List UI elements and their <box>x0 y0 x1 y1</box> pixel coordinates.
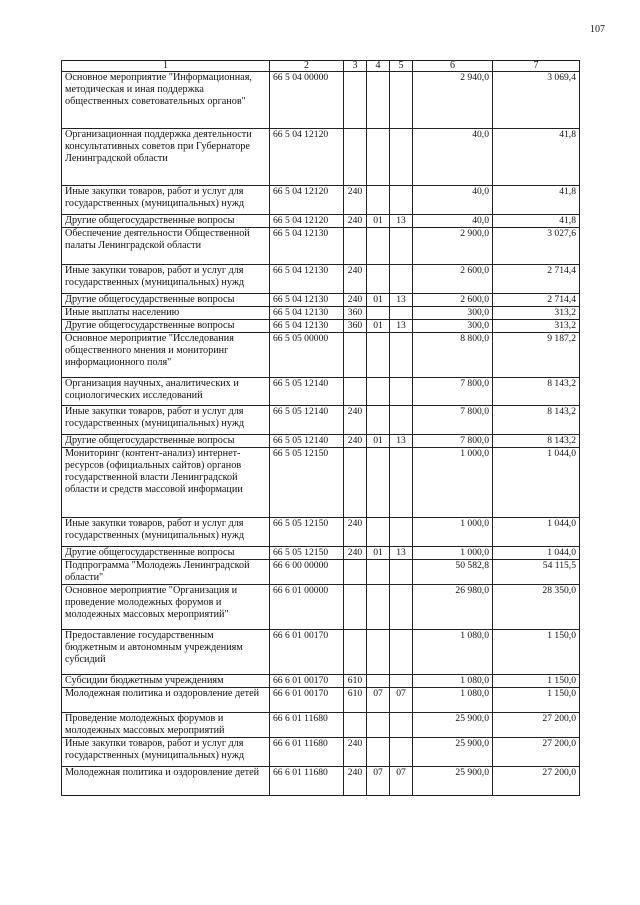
row-amount-year1: 1 080,0 <box>413 688 493 713</box>
row-code: 66 6 01 00170 <box>270 630 344 675</box>
row-expense-type: 240 <box>344 738 367 767</box>
row-name: Организация научных, аналитических и социологических исследований <box>62 378 270 406</box>
row-expense-type <box>344 448 367 518</box>
row-amount-year1: 26 980,0 <box>413 585 493 630</box>
row-amount-year1: 7 800,0 <box>413 378 493 406</box>
row-amount-year2: 1 044,0 <box>493 547 580 560</box>
row-code: 66 6 01 00000 <box>270 585 344 630</box>
row-subsection: 13 <box>390 320 413 333</box>
row-expense-type <box>344 228 367 265</box>
row-amount-year2: 1 044,0 <box>493 518 580 547</box>
row-name: Другие общегосударственные вопросы <box>62 215 270 228</box>
row-subsection <box>390 228 413 265</box>
row-subsection <box>390 406 413 435</box>
row-code: 66 6 01 00170 <box>270 688 344 713</box>
row-amount-year1: 7 800,0 <box>413 406 493 435</box>
row-expense-type <box>344 585 367 630</box>
row-amount-year1: 2 900,0 <box>413 228 493 265</box>
row-amount-year2: 41,8 <box>493 215 580 228</box>
row-section <box>367 129 390 186</box>
row-amount-year1: 1 000,0 <box>413 518 493 547</box>
column-header: 4 <box>367 61 390 72</box>
row-name: Предоставление государственным бюджетным и автономным учреждениям субсидий <box>62 630 270 675</box>
row-name: Другие общегосударственные вопросы <box>62 435 270 448</box>
row-amount-year2: 9 187,2 <box>493 333 580 378</box>
row-code: 66 6 00 00000 <box>270 560 344 585</box>
row-amount-year2: 54 115,5 <box>493 560 580 585</box>
row-amount-year1: 2 600,0 <box>413 294 493 307</box>
row-expense-type: 240 <box>344 435 367 448</box>
row-name: Другие общегосударственные вопросы <box>62 294 270 307</box>
row-amount-year2: 3 069,4 <box>493 72 580 129</box>
row-name: Иные выплаты населению <box>62 307 270 320</box>
row-name: Иные закупки товаров, работ и услуг для государственных (муниципальных) нужд <box>62 738 270 767</box>
row-amount-year1: 25 900,0 <box>413 767 493 796</box>
column-header: 1 <box>62 61 270 72</box>
row-section <box>367 713 390 738</box>
row-section <box>367 307 390 320</box>
column-header: 6 <box>413 61 493 72</box>
row-name: Основное мероприятие "Информационная, методическая и иная поддержка общественных советовательных органов" <box>62 72 270 129</box>
row-amount-year2: 2 714,4 <box>493 265 580 294</box>
table-row <box>62 307 580 320</box>
row-amount-year2: 27 200,0 <box>493 767 580 796</box>
row-expense-type: 240 <box>344 767 367 796</box>
row-expense-type: 240 <box>344 215 367 228</box>
row-subsection <box>390 518 413 547</box>
row-code: 66 5 04 00000 <box>270 72 344 129</box>
row-code: 66 5 05 00000 <box>270 333 344 378</box>
page-number: 107 <box>590 24 605 35</box>
row-name: Мониторинг (контент-анализ) интернет-ресурсов (официальных сайтов) органов государственной власти Ленинградской области и средств массовой информации <box>62 448 270 518</box>
row-amount-year2: 1 150,0 <box>493 688 580 713</box>
row-expense-type: 610 <box>344 688 367 713</box>
table-row <box>62 738 580 767</box>
row-subsection <box>390 675 413 688</box>
row-expense-type: 240 <box>344 406 367 435</box>
row-expense-type: 240 <box>344 518 367 547</box>
row-amount-year1: 300,0 <box>413 320 493 333</box>
row-code: 66 5 05 12140 <box>270 378 344 406</box>
row-subsection <box>390 378 413 406</box>
row-code: 66 5 04 12130 <box>270 320 344 333</box>
table-row <box>62 129 580 186</box>
row-amount-year2: 2 714,4 <box>493 294 580 307</box>
row-amount-year2: 27 200,0 <box>493 713 580 738</box>
row-code: 66 5 04 12130 <box>270 228 344 265</box>
row-subsection: 13 <box>390 215 413 228</box>
row-amount-year1: 50 582,8 <box>413 560 493 585</box>
table-row <box>62 186 580 215</box>
row-amount-year2: 8 143,2 <box>493 406 580 435</box>
row-amount-year1: 1 000,0 <box>413 547 493 560</box>
table-row <box>62 320 580 333</box>
row-name: Иные закупки товаров, работ и услуг для государственных (муниципальных) нужд <box>62 265 270 294</box>
row-amount-year2: 41,8 <box>493 129 580 186</box>
row-subsection <box>390 738 413 767</box>
table-row <box>62 767 580 796</box>
row-expense-type: 240 <box>344 265 367 294</box>
table-row <box>62 294 580 307</box>
row-name: Основное мероприятие "Исследования общественного мнения и мониторинг информационного поля" <box>62 333 270 378</box>
row-section <box>367 406 390 435</box>
row-section: 01 <box>367 215 390 228</box>
row-expense-type <box>344 378 367 406</box>
table-row <box>62 585 580 630</box>
table-row <box>62 406 580 435</box>
row-code: 66 5 04 12130 <box>270 294 344 307</box>
row-section: 01 <box>367 294 390 307</box>
row-name: Иные закупки товаров, работ и услуг для государственных (муниципальных) нужд <box>62 406 270 435</box>
table-row <box>62 448 580 518</box>
table-row <box>62 378 580 406</box>
column-header: 5 <box>390 61 413 72</box>
table-row <box>62 688 580 713</box>
row-name: Другие общегосударственные вопросы <box>62 547 270 560</box>
table-row <box>62 333 580 378</box>
row-amount-year1: 40,0 <box>413 186 493 215</box>
budget-table <box>61 60 580 796</box>
table-row <box>62 675 580 688</box>
row-section: 07 <box>367 688 390 713</box>
row-section <box>367 675 390 688</box>
row-amount-year2: 41,8 <box>493 186 580 215</box>
row-section <box>367 186 390 215</box>
row-subsection <box>390 713 413 738</box>
row-amount-year1: 25 900,0 <box>413 738 493 767</box>
row-code: 66 5 05 12150 <box>270 448 344 518</box>
row-section <box>367 448 390 518</box>
row-expense-type <box>344 630 367 675</box>
row-amount-year2: 313,2 <box>493 307 580 320</box>
row-section <box>367 738 390 767</box>
row-amount-year2: 1 044,0 <box>493 448 580 518</box>
row-code: 66 5 04 12120 <box>270 186 344 215</box>
row-amount-year1: 40,0 <box>413 215 493 228</box>
row-section <box>367 265 390 294</box>
row-subsection <box>390 333 413 378</box>
row-name: Иные закупки товаров, работ и услуг для государственных (муниципальных) нужд <box>62 186 270 215</box>
row-expense-type: 240 <box>344 186 367 215</box>
row-name: Основное мероприятие "Организация и проведение молодежных форумов и молодежных массовых мероприятий" <box>62 585 270 630</box>
row-expense-type: 240 <box>344 547 367 560</box>
row-code: 66 6 01 11680 <box>270 738 344 767</box>
row-amount-year2: 3 027,6 <box>493 228 580 265</box>
table-header-row <box>62 61 580 72</box>
row-name: Подпрограмма "Молодежь Ленинградской области" <box>62 560 270 585</box>
row-subsection <box>390 265 413 294</box>
table-row <box>62 518 580 547</box>
row-amount-year2: 1 150,0 <box>493 675 580 688</box>
row-section <box>367 518 390 547</box>
row-code: 66 5 05 12150 <box>270 518 344 547</box>
row-code: 66 5 05 12140 <box>270 435 344 448</box>
row-name: Иные закупки товаров, работ и услуг для государственных (муниципальных) нужд <box>62 518 270 547</box>
row-amount-year1: 8 800,0 <box>413 333 493 378</box>
row-subsection: 13 <box>390 294 413 307</box>
table-row <box>62 72 580 129</box>
row-name: Другие общегосударственные вопросы <box>62 320 270 333</box>
row-expense-type: 610 <box>344 675 367 688</box>
row-name: Субсидии бюджетным учреждениям <box>62 675 270 688</box>
table-row <box>62 713 580 738</box>
row-name: Обеспечение деятельности Общественной палаты Ленинградской области <box>62 228 270 265</box>
row-expense-type: 240 <box>344 294 367 307</box>
row-expense-type <box>344 713 367 738</box>
row-code: 66 6 01 11680 <box>270 767 344 796</box>
row-section: 01 <box>367 435 390 448</box>
row-section <box>367 228 390 265</box>
row-code: 66 5 04 12120 <box>270 215 344 228</box>
table-row <box>62 630 580 675</box>
table-body <box>62 72 580 796</box>
row-subsection <box>390 129 413 186</box>
column-header: 2 <box>270 61 344 72</box>
row-code: 66 6 01 11680 <box>270 713 344 738</box>
row-amount-year1: 2 600,0 <box>413 265 493 294</box>
row-amount-year2: 313,2 <box>493 320 580 333</box>
row-section <box>367 585 390 630</box>
row-name: Проведение молодежных форумов и молодежных массовых мероприятий <box>62 713 270 738</box>
row-section: 07 <box>367 767 390 796</box>
row-expense-type <box>344 560 367 585</box>
row-expense-type <box>344 129 367 186</box>
row-amount-year1: 25 900,0 <box>413 713 493 738</box>
table-row <box>62 265 580 294</box>
row-subsection <box>390 448 413 518</box>
row-section <box>367 72 390 129</box>
row-code: 66 5 05 12140 <box>270 406 344 435</box>
row-expense-type: 360 <box>344 320 367 333</box>
row-section <box>367 333 390 378</box>
row-section: 01 <box>367 320 390 333</box>
row-amount-year1: 1 080,0 <box>413 630 493 675</box>
row-section <box>367 560 390 585</box>
row-amount-year2: 8 143,2 <box>493 378 580 406</box>
row-amount-year2: 28 350,0 <box>493 585 580 630</box>
row-expense-type <box>344 333 367 378</box>
row-code: 66 6 01 00170 <box>270 675 344 688</box>
row-amount-year2: 27 200,0 <box>493 738 580 767</box>
row-subsection <box>390 585 413 630</box>
row-name: Организационная поддержка деятельности консультативных советов при Губернаторе Ленинградской области <box>62 129 270 186</box>
row-name: Молодежная политика и оздоровление детей <box>62 767 270 796</box>
row-section <box>367 378 390 406</box>
row-code: 66 5 05 12150 <box>270 547 344 560</box>
row-subsection <box>390 186 413 215</box>
column-header: 3 <box>344 61 367 72</box>
row-amount-year1: 40,0 <box>413 129 493 186</box>
row-expense-type: 360 <box>344 307 367 320</box>
row-expense-type <box>344 72 367 129</box>
table-row <box>62 560 580 585</box>
row-amount-year1: 1 000,0 <box>413 448 493 518</box>
table-row <box>62 435 580 448</box>
row-amount-year2: 1 150,0 <box>493 630 580 675</box>
row-subsection <box>390 307 413 320</box>
row-amount-year1: 300,0 <box>413 307 493 320</box>
row-subsection: 07 <box>390 688 413 713</box>
row-amount-year1: 7 800,0 <box>413 435 493 448</box>
row-section <box>367 630 390 675</box>
row-amount-year2: 8 143,2 <box>493 435 580 448</box>
row-amount-year1: 2 940,0 <box>413 72 493 129</box>
row-code: 66 5 04 12120 <box>270 129 344 186</box>
row-code: 66 5 04 12130 <box>270 265 344 294</box>
row-section: 01 <box>367 547 390 560</box>
table-row <box>62 228 580 265</box>
row-name: Молодежная политика и оздоровление детей <box>62 688 270 713</box>
row-subsection: 13 <box>390 435 413 448</box>
row-subsection <box>390 630 413 675</box>
row-subsection: 13 <box>390 547 413 560</box>
table-row <box>62 547 580 560</box>
row-subsection <box>390 72 413 129</box>
row-amount-year1: 1 080,0 <box>413 675 493 688</box>
table-row <box>62 215 580 228</box>
row-subsection: 07 <box>390 767 413 796</box>
row-code: 66 5 04 12130 <box>270 307 344 320</box>
column-header: 7 <box>493 61 580 72</box>
row-subsection <box>390 560 413 585</box>
